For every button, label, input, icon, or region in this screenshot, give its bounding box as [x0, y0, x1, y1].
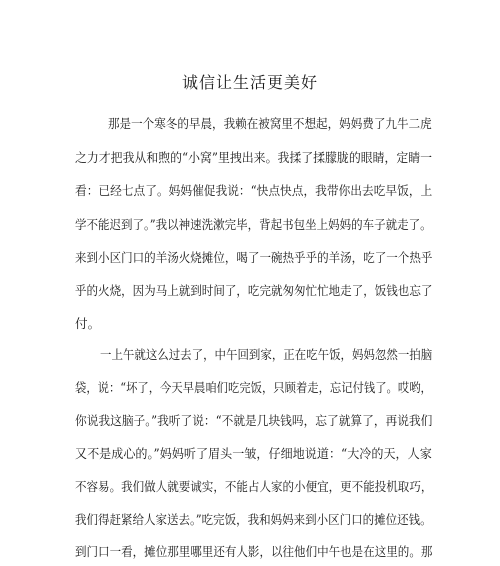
paragraph-1-line-7: 付。: [75, 316, 101, 331]
paragraph-1-line-1: 那是一个寒冬的早晨，我赖在被窝里不想起，妈妈费了九牛二虎: [108, 116, 432, 131]
paragraph-1-line-2: 之力才把我从和煦的“小窝”里拽出来。我揉了揉朦胧的眼睛，定睛一: [75, 150, 433, 165]
paragraph-2-line-1: 一上午就这么过去了，中午回到家，正在吃午饭，妈妈忽然一拍脑: [100, 347, 433, 362]
paragraph-1-line-6: 乎的火烧，因为马上就到时间了，吃完就匆匆忙忙地走了，饭钱也忘了: [75, 283, 433, 298]
paragraph-1-line-4: 学不能迟到了。”我以神速洗漱完毕，背起书包坐上妈妈的车子就走了。: [75, 217, 432, 232]
paragraph-2-line-4: 又不是成心的。”妈妈听了眉头一皱，仔细地说道：“大冷的天，人家: [75, 446, 432, 461]
document-title: 诚信让生活更美好: [181, 73, 318, 92]
paragraph-2-line-6: 我们得赶紧给人家送去。”吃完饭，我和妈妈来到小区门口的摊位还钱。: [75, 512, 432, 527]
paragraph-2-line-3: 你说我这脑子。”我听了说：“不就是几块钱吗，忘了就算了，再说我们: [75, 413, 433, 428]
paragraph-2-line-5: 不容易。我们做人就要诚实，不能占人家的小便宜，更不能投机取巧，: [75, 479, 433, 494]
paragraph-1-line-5: 来到小区门口的羊汤火烧摊位，喝了一碗热乎乎的羊汤，吃了一个热乎: [75, 250, 433, 265]
paragraph-2-line-2: 袋，说：“坏了，今天早晨咱们吃完饭，只顾着走，忘记付钱了。哎哟，: [75, 380, 432, 395]
paragraph-2-line-7: 到门口一看，摊位那里哪里还有人影，以往他们中午也是在这里的。那: [75, 544, 433, 559]
paragraph-1-line-3: 看：已经七点了。妈妈催促我说：“快点快点，我带你出去吃早饭，上: [75, 183, 433, 198]
